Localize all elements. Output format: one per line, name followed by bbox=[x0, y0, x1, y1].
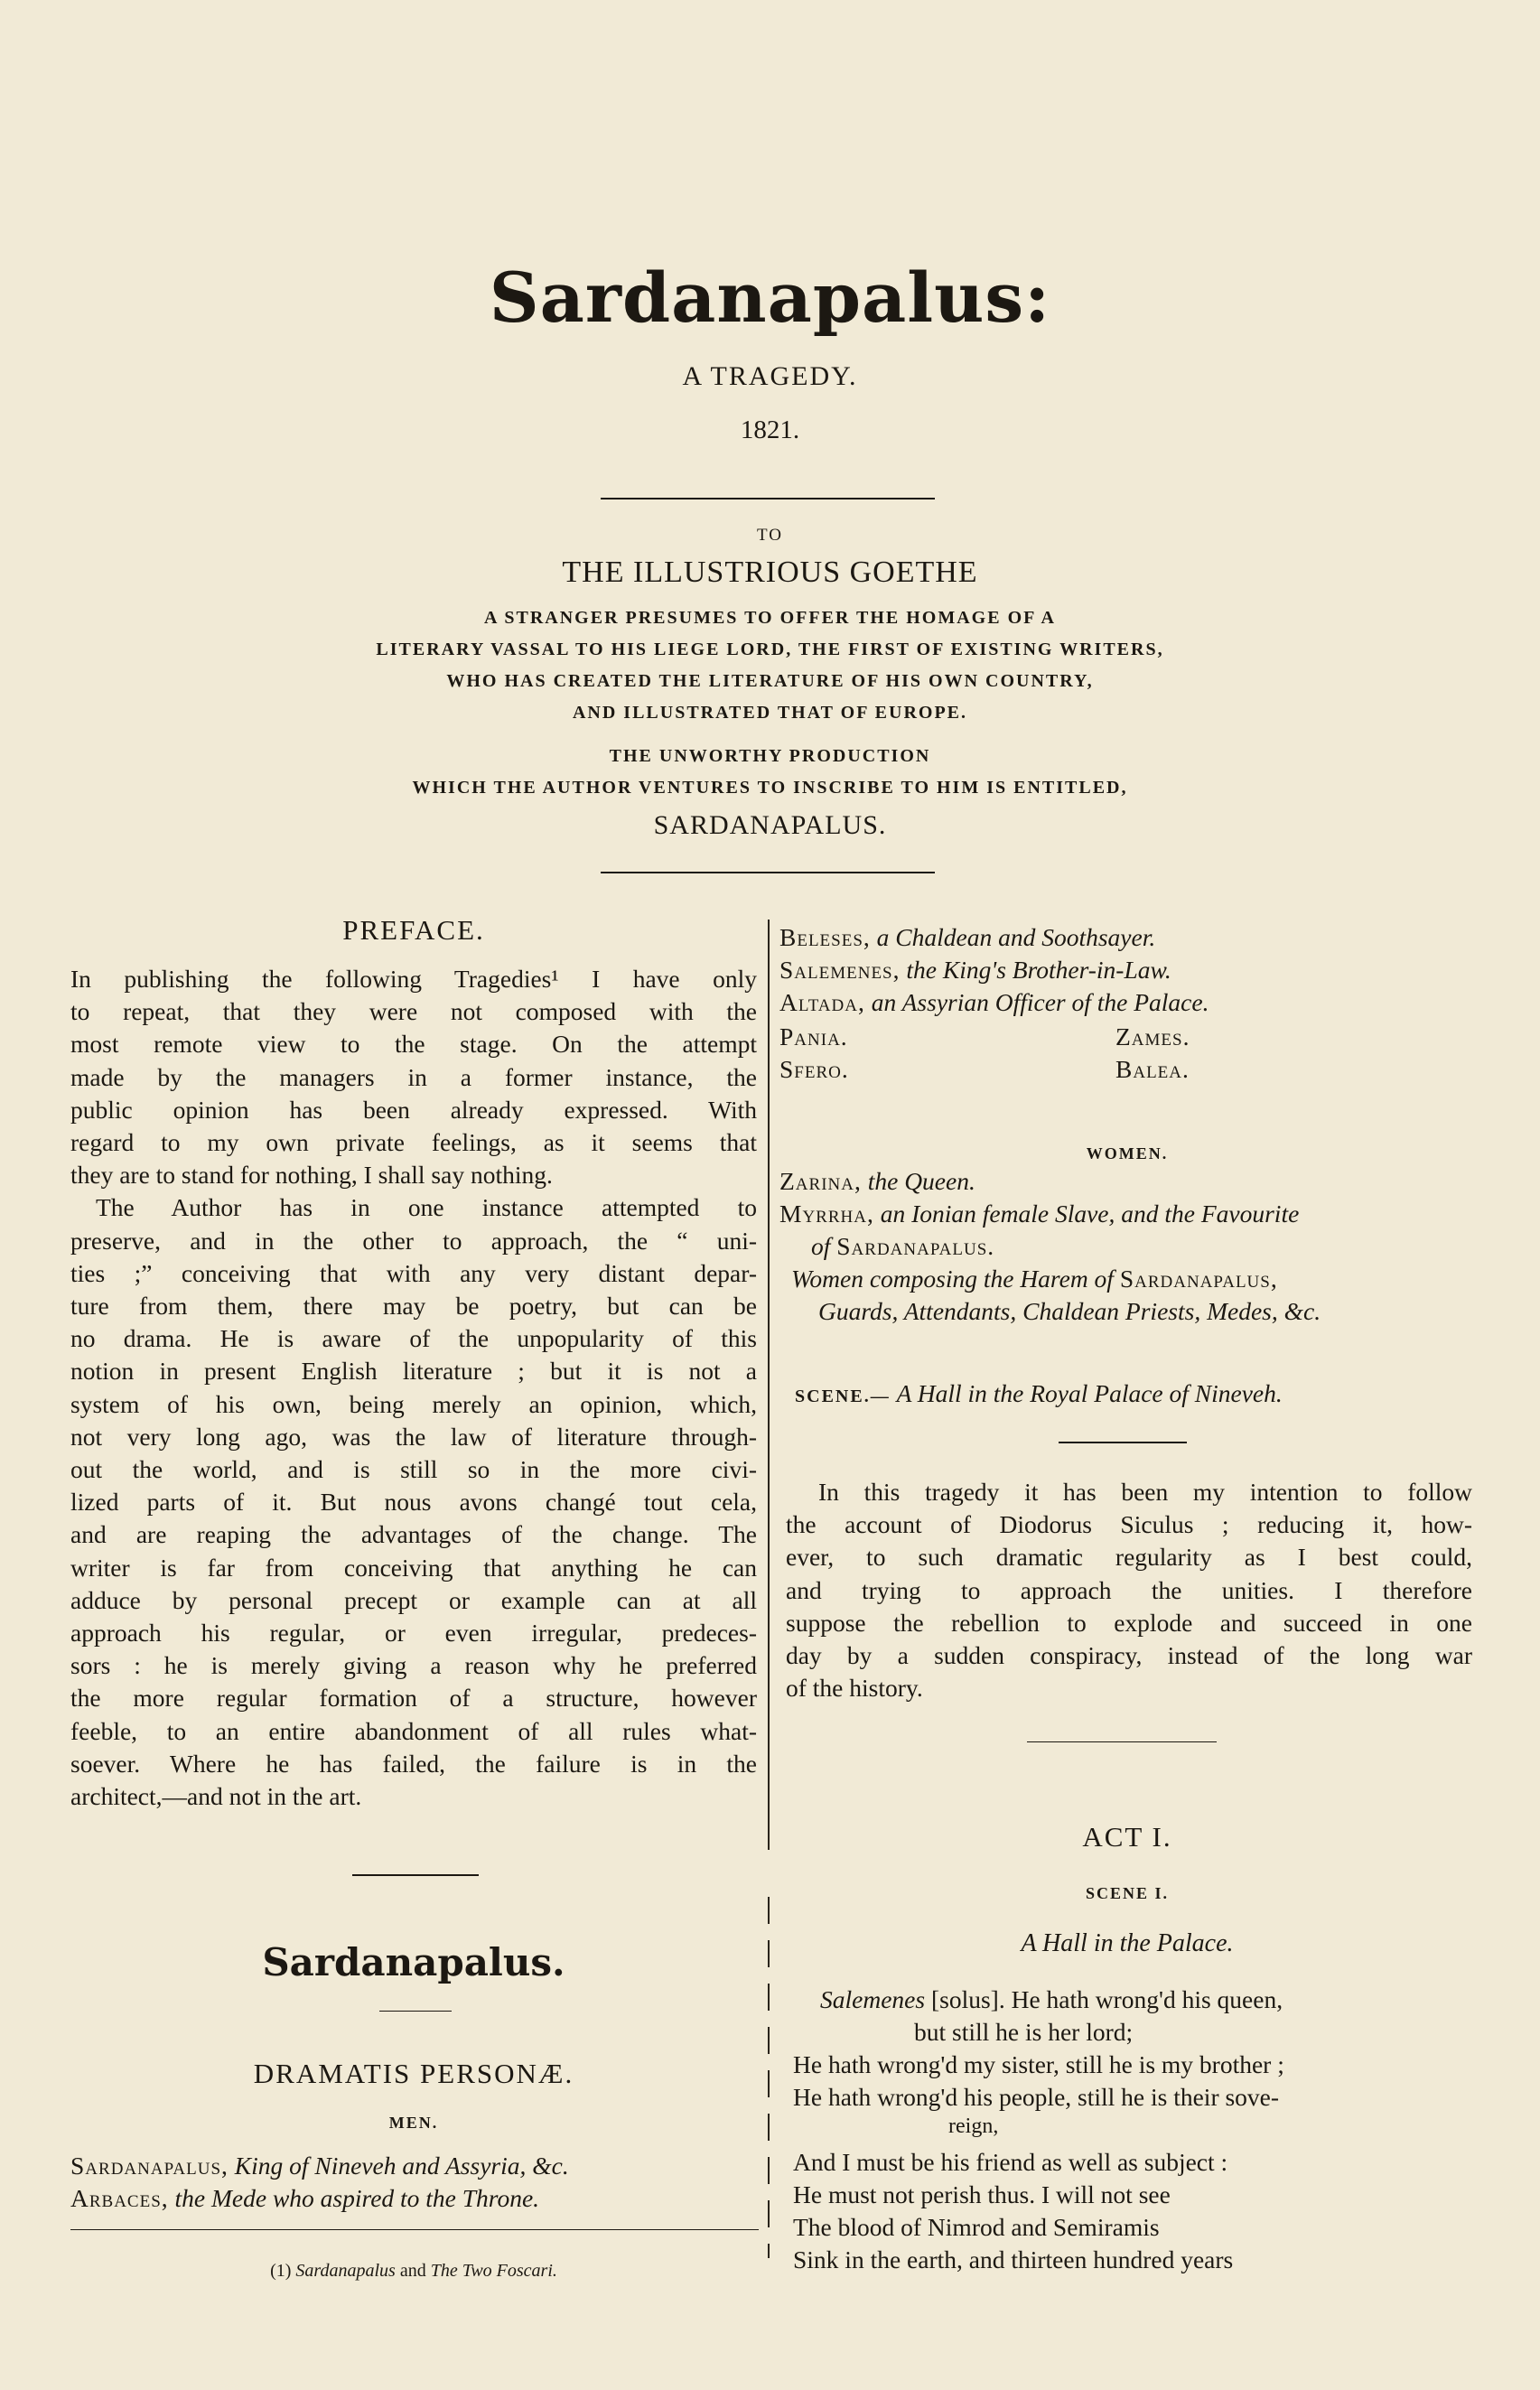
note-line: and trying to approach the unities. I therefore bbox=[786, 1575, 1472, 1604]
preface-line: no drama. He is aware of the unpopularity of this bbox=[70, 1324, 757, 1353]
preface-line: adduce by personal precept or example can at all bbox=[70, 1585, 757, 1614]
footnote bbox=[70, 2261, 757, 2282]
character-entry bbox=[779, 1165, 1475, 1198]
scene-label: SCENE.— bbox=[795, 1386, 891, 1406]
verse-line: but still he is her lord; bbox=[914, 2018, 1134, 2046]
divider-rule bbox=[1059, 1442, 1187, 1443]
character-name: Beleses, bbox=[779, 923, 871, 951]
preface-line: and are reaping the advantages of the change. The bbox=[70, 1520, 757, 1549]
verse-line: The blood of Nimrod and Semiramis bbox=[793, 2213, 1160, 2241]
character-desc: King of Nineveh and Assyria, &c. bbox=[234, 2152, 569, 2180]
verse-line: He hath wrong'd my sister, still he is my brother ; bbox=[793, 2050, 1284, 2078]
character-name: Zames. bbox=[1115, 1022, 1190, 1050]
character-entry bbox=[779, 954, 1475, 986]
character-desc: an Assyrian Officer of the Palace. bbox=[871, 988, 1209, 1016]
subtitle: A TRAGEDY. bbox=[682, 361, 858, 391]
note-line: suppose the rebellion to explode and succeed in one bbox=[786, 1608, 1472, 1637]
character-desc: a Chaldean and Soothsayer. bbox=[876, 923, 1156, 951]
speaker: Salemenes bbox=[820, 1985, 926, 2013]
verse-line: He hath wrong'd his queen, bbox=[1011, 1985, 1283, 2013]
note-line: of the history. bbox=[786, 1674, 923, 1703]
dedication-work: SARDANAPALUS. bbox=[653, 810, 887, 840]
preface-line: not very long ago, was the law of literature through- bbox=[70, 1422, 757, 1451]
column-divider bbox=[768, 1897, 770, 2258]
preface-line: out the world, and is still so in the more civi- bbox=[70, 1455, 757, 1484]
character-name: Arbaces, bbox=[70, 2184, 169, 2212]
scene-text: A Hall in the Royal Palace of Nineveh. bbox=[896, 1379, 1283, 1407]
character-name: Pania. bbox=[779, 1022, 848, 1050]
character-desc: the Mede who aspired to the Throne. bbox=[174, 2184, 540, 2212]
page-title: Sardanapalus: bbox=[489, 257, 1051, 338]
character-name: Altada, bbox=[779, 988, 865, 1016]
preface-heading: PREFACE. bbox=[342, 914, 485, 946]
character-desc: Guards, Attendants, Chaldean Priests, Medes, &c. bbox=[818, 1297, 1321, 1325]
preface-line: soever. Where he has failed, the failure is in the bbox=[70, 1749, 757, 1778]
preface-line: regard to my own private feelings, as it seems that bbox=[70, 1128, 757, 1157]
preface-body bbox=[70, 963, 757, 1813]
character-name: Sardanapalus, bbox=[70, 2152, 229, 2180]
character-name: Zarina, bbox=[779, 1167, 862, 1195]
year: 1821. bbox=[740, 415, 800, 444]
divider-rule bbox=[1027, 1741, 1217, 1742]
preface-line: public opinion has been already expressed. With bbox=[70, 1095, 757, 1124]
dedication-name: THE ILLUSTRIOUS GOETHE bbox=[562, 555, 978, 589]
divider-rule bbox=[379, 2011, 452, 2012]
character-entry bbox=[791, 1263, 1478, 1295]
character-desc: the Queen. bbox=[867, 1167, 975, 1195]
scene-setting bbox=[795, 1377, 1481, 1413]
preface-line: preserve, and in the other to approach, the “ uni- bbox=[70, 1226, 757, 1255]
dedication-line: AND ILLUSTRATED THAT OF EUROPE. bbox=[572, 703, 968, 723]
character-entry bbox=[779, 1198, 1475, 1230]
footnote-work: The Two Foscari. bbox=[430, 2261, 557, 2281]
dedication-to: TO bbox=[757, 526, 783, 545]
verse-line: And I must be his friend as well as subject : bbox=[793, 2148, 1228, 2176]
preface-line: writer is far from conceiving that anything he can bbox=[70, 1553, 757, 1582]
character-entry bbox=[70, 2182, 757, 2215]
divider-rule bbox=[352, 1874, 479, 1876]
character-entry bbox=[811, 1230, 994, 1263]
character-name: Sfero. bbox=[779, 1055, 849, 1083]
preface-line: ties ;” conceiving that with any very distant depar- bbox=[70, 1258, 757, 1287]
note-line: the account of Diodorus Siculus ; reducing it, how- bbox=[786, 1510, 1472, 1539]
character-entry bbox=[779, 921, 1475, 954]
note-line: In this tragedy it has been my intention to follow bbox=[818, 1478, 1472, 1506]
footnote-and: and bbox=[399, 2261, 426, 2281]
character-desc: the King's Brother-in-Law. bbox=[906, 956, 1171, 984]
preface-line: notion in present English literature ; but it is not a bbox=[70, 1357, 757, 1386]
scene-heading: SCENE I. bbox=[1085, 1884, 1170, 1902]
preface-line: feeble, to an entire abandonment of all rules what- bbox=[70, 1716, 757, 1745]
dedication-line: THE UNWORTHY PRODUCTION bbox=[609, 746, 931, 766]
verse-line: Sink in the earth, and thirteen hundred years bbox=[793, 2245, 1234, 2273]
verse-line: He must not perish thus. I will not see bbox=[793, 2180, 1171, 2208]
dedication-line: A STRANGER PRESUMES TO OFFER THE HOMAGE OF A bbox=[484, 608, 1056, 628]
character-name: Sardanapalus. bbox=[836, 1232, 995, 1260]
women-heading: WOMEN. bbox=[1086, 1144, 1169, 1162]
scene-place: A Hall in the Palace. bbox=[1021, 1929, 1234, 1957]
preface-line: architect,—and not in the art. bbox=[70, 1782, 362, 1811]
preface-line: made by the managers in a former instance, the bbox=[70, 1062, 757, 1091]
character-desc: an Ionian female Slave, and the Favourite bbox=[880, 1200, 1300, 1228]
stage-direction: [solus]. bbox=[930, 1985, 1005, 2013]
character-name: Salemenes, bbox=[779, 956, 901, 984]
character-name: Myrrha, bbox=[779, 1200, 874, 1228]
section-title: Sardanapalus. bbox=[262, 1940, 565, 1984]
preface-line: the more regular formation of a structure, however bbox=[70, 1684, 757, 1713]
verse-line: reign, bbox=[948, 2115, 999, 2138]
speech-start bbox=[820, 1984, 1479, 2016]
character-name: Balea. bbox=[1115, 1055, 1190, 1083]
verse-line: He hath wrong'd his people, still he is their sove- bbox=[793, 2083, 1280, 2111]
preface-line: ture from them, there may be poetry, but can be bbox=[70, 1292, 757, 1321]
divider-rule bbox=[601, 872, 935, 873]
men-heading: MEN. bbox=[388, 2114, 439, 2132]
preface-line: they are to stand for nothing, I shall say nothing. bbox=[70, 1161, 553, 1190]
author-note bbox=[786, 1476, 1472, 1704]
character-desc: Women composing the Harem of bbox=[791, 1265, 1114, 1293]
dramatis-heading: DRAMATIS PERSONÆ. bbox=[253, 2058, 574, 2089]
preface-line: system of his own, being merely an opinion, which, bbox=[70, 1389, 757, 1418]
dedication-line: LITERARY VASSAL TO HIS LIEGE LORD, THE FIRST OF EXISTING WRITERS, bbox=[376, 640, 1164, 659]
preface-line: The Author has in one instance attempted to bbox=[96, 1193, 757, 1222]
dedication-line: WHICH THE AUTHOR VENTURES TO INSCRIBE TO HIM IS ENTITLED, bbox=[412, 778, 1128, 798]
dedication-line: WHO HAS CREATED THE LITERATURE OF HIS OWN COUNTRY, bbox=[446, 671, 1094, 691]
note-line: ever, to such dramatic regularity as I best could, bbox=[786, 1543, 1472, 1572]
footnote-work: Sardanapalus bbox=[295, 2261, 396, 2281]
preface-line: to repeat, that they were not composed with the bbox=[70, 997, 757, 1026]
footnote-mark: (1) bbox=[270, 2261, 292, 2281]
column-divider bbox=[768, 920, 770, 1850]
act-heading: ACT I. bbox=[1082, 1821, 1172, 1853]
footnote-rule bbox=[70, 2229, 759, 2230]
preface-line: approach his regular, or even irregular, predeces- bbox=[70, 1619, 757, 1648]
character-entry bbox=[70, 2150, 757, 2182]
preface-line: lized parts of it. But nous avons changé tout cela, bbox=[70, 1488, 757, 1517]
preface-line: sors : he is merely giving a reason why he preferred bbox=[70, 1651, 757, 1680]
character-entry bbox=[779, 986, 1475, 1019]
preface-line: In publishing the following Tragedies¹ I have only bbox=[70, 965, 757, 993]
character-desc: of bbox=[811, 1232, 831, 1260]
divider-rule bbox=[601, 498, 935, 499]
note-line: day by a sudden conspiracy, instead of the long war bbox=[786, 1641, 1472, 1670]
character-name: Sardanapalus, bbox=[1119, 1265, 1278, 1293]
preface-line: most remote view to the stage. On the attempt bbox=[70, 1030, 757, 1059]
